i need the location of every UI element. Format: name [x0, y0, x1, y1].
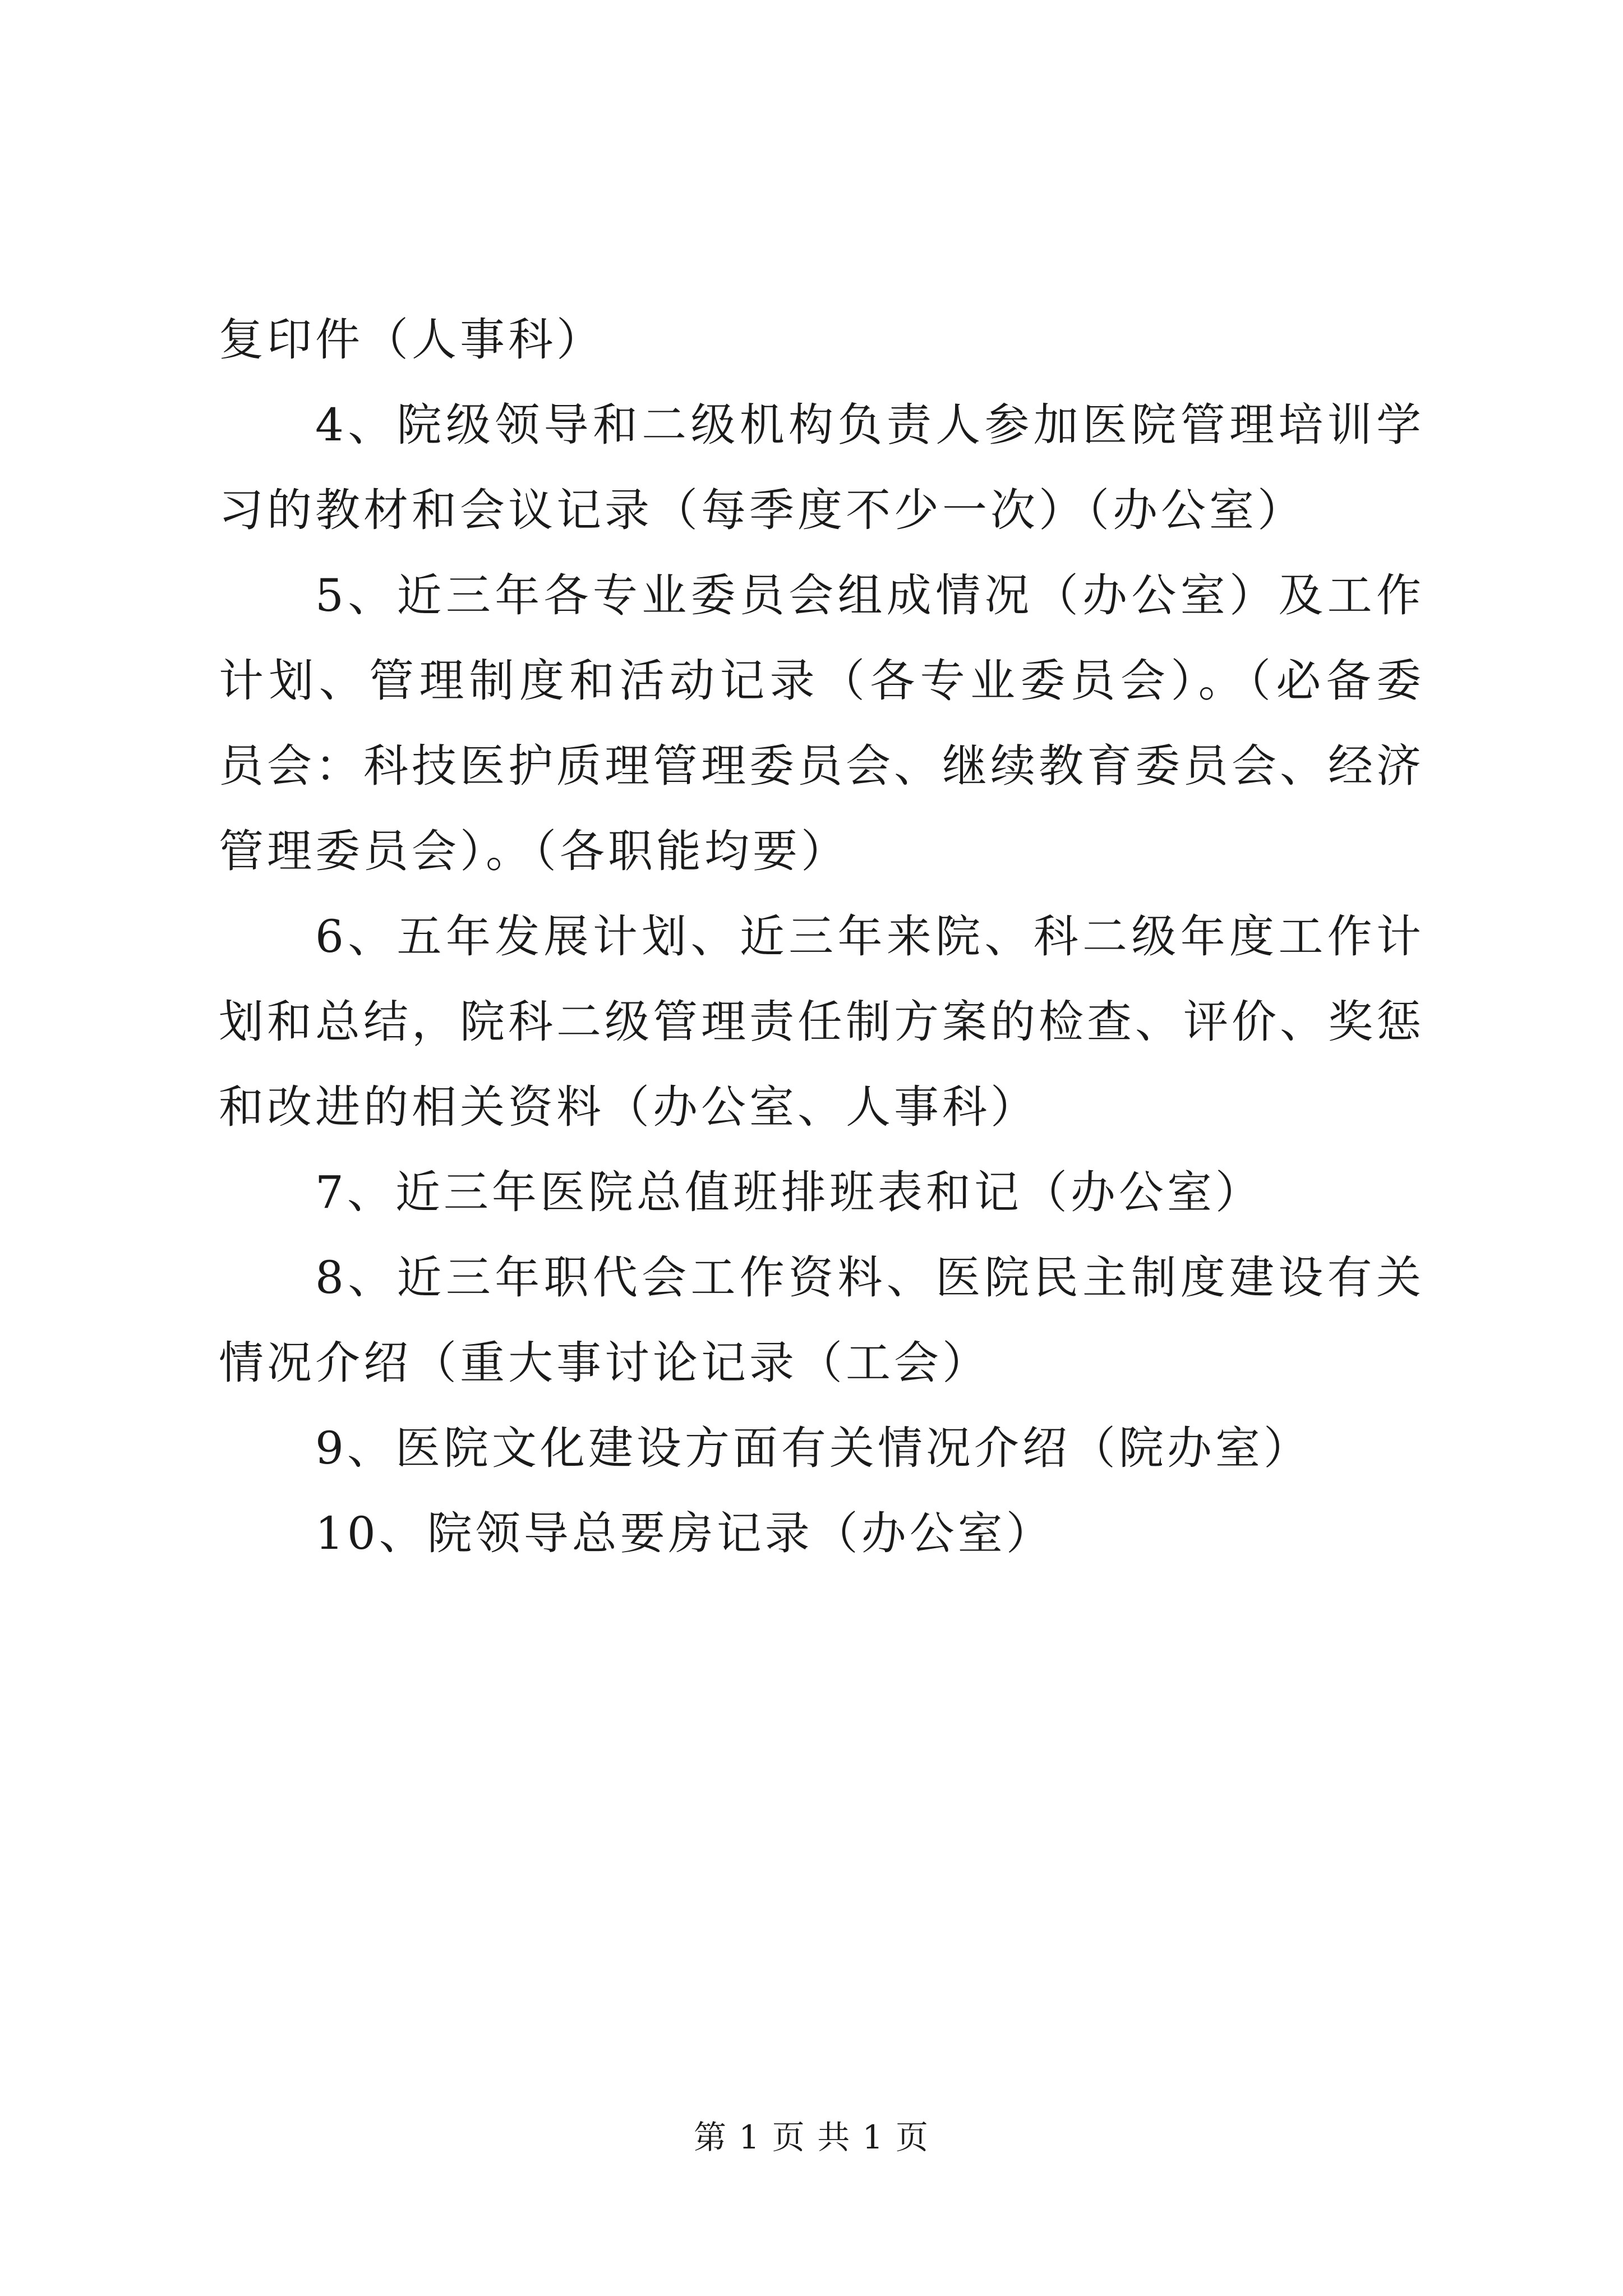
page-footer: 第 1 页 共 1 页	[694, 2118, 929, 2156]
paragraph-7: 9、医院文化建设方面有关情况介绍（院办室）	[315, 1422, 1312, 1474]
paragraph-6: 8、近三年职代会工作资料、医院民主制度建设有关情况介绍（重大事讨论记录（工会）	[219, 1251, 1424, 1389]
paragraph-4: 6、五年发展计划、近三年来院、科二级年度工作计划和总结，院科二级管理责任制方案的检查、评价、奖惩和改进的相关资料（办公室、人事科）	[219, 910, 1424, 1133]
paragraph-2: 4、院级领导和二级机构负责人参加医院管理培训学习的教材和会议记录（每季度不少一次）（办公室）	[219, 399, 1424, 536]
paragraph-8: 10、院领导总要房记录（办公室）	[315, 1507, 1054, 1559]
paragraph-3: 5、近三年各专业委员会组成情况（办公室）及工作计划、管理制度和活动记录（各专业委员会）。（必备委员会：科技医护质理管理委员会、继续教育委员会、经济管理委员会）。（各职能均要）	[219, 569, 1424, 877]
paragraph-5: 7、近三年医院总值班排班表和记（办公室）	[315, 1166, 1264, 1218]
document-body	[219, 297, 1424, 1576]
paragraph-1: 复印件（人事科）	[219, 314, 605, 366]
